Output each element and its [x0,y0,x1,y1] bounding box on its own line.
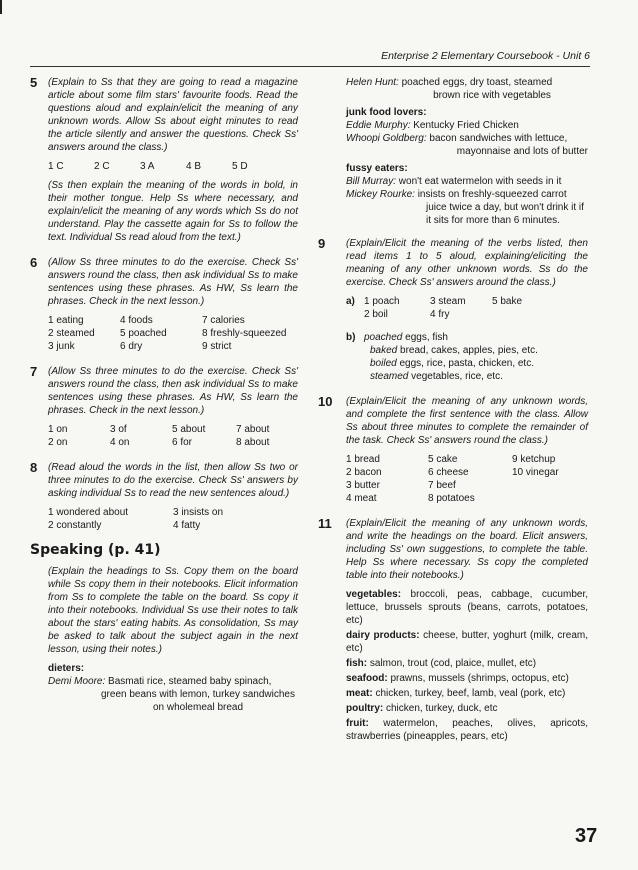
speaking-heading: Speaking (p. 41) [30,542,161,558]
star-food: insists on freshly-squeezed carrot [417,189,567,200]
star-name: Mickey Rourke: [346,189,415,200]
category-heading: dieters: [48,663,85,674]
instructions: (Explain/Elicit the meaning of any unknown words, and complete the first sentence with the class. Allow Ss about three minutes to complete the remainder of the task. Check Ss' answers round the class.) [346,396,588,446]
vocab-row [346,672,588,685]
star-entry [346,132,588,145]
foods: bread, cakes, apples, pies, etc. [397,345,538,356]
answer: 4 fry [430,309,450,320]
answer: 2 C [94,161,110,172]
answer-grid [48,314,298,353]
method-word: baked [370,345,398,356]
exercise-number: 7 [30,364,38,379]
answer: 7 beef [428,480,456,491]
answer-grid [48,423,298,449]
star-food: poached eggs, dry toast, steamed [401,77,553,88]
vocab-row [346,687,588,700]
answer-line [364,370,538,383]
answer [512,492,582,505]
answer-grid [48,160,278,173]
answer-grid [346,453,588,505]
answer-line [364,344,538,357]
header-rule [30,66,590,67]
exercise-number: 6 [30,255,38,270]
category-heading: fussy eaters: [346,163,408,174]
answer: 3 insists on [173,507,224,518]
answer: 2 steamed [48,328,95,339]
answer: 4 foods [120,315,153,326]
vocab-heading: seafood: [346,673,388,684]
vocab-heading: fruit: [346,718,369,729]
part-label: a) [346,296,355,307]
answer: 3 steam [430,296,466,307]
answer [512,479,582,492]
vocab-row [346,657,588,670]
star-food: won't eat watermelon with seeds in it [398,176,562,187]
vocab-heading: vegetables: [346,589,402,600]
answer: 1 on [48,424,68,435]
vocab-heading: meat: [346,688,373,699]
instructions: (Allow Ss three minutes to do the exercise. Check Ss' answers round the class, then ask individual Ss to make sentences using these phrases. As HW, Ss learn the phrases. Check in the next lesson.) [48,366,298,416]
answer: 6 for [172,437,193,448]
right-column [318,76,588,755]
exercise-5 [30,76,298,244]
answer: 4 meat [346,493,377,504]
answer: 7 calories [202,315,245,326]
method-word: boiled [370,358,397,369]
exercise-number: 8 [30,460,38,475]
star-food-continued: juice twice a day, but won't drink it if it sits for more than 6 minutes. [426,202,584,226]
vocab-items: watermelon, peaches, olives, apricots, strawberries (pineapples, pears, etc) [346,718,588,742]
vocab-row [346,702,588,715]
part-a [346,295,588,327]
answer: 6 dry [120,341,143,352]
exercise-number: 9 [318,236,326,251]
answer-line [364,357,538,370]
answer: 5 cake [428,454,458,465]
answer-grid [364,295,552,321]
exercise-9 [318,237,588,383]
vocab-row [346,629,588,655]
star-entry [346,175,588,188]
answer: 8 freshly-squeezed [202,328,287,339]
left-column [30,76,298,714]
answer: 5 about [172,424,206,435]
speaking-section [30,565,298,714]
exercise-8 [30,461,298,532]
answer: 9 strict [202,341,232,352]
answer: 8 potatoes [428,493,475,504]
answer: 2 bacon [346,467,382,478]
answer: 6 cheese [428,467,469,478]
answer: 4 on [110,437,130,448]
vocab-heading: dairy products: [346,630,420,641]
star-name: Eddie Murphy: [346,120,411,131]
star-entry [346,76,588,89]
speaking-table-continued [318,76,588,227]
margin-mark [0,0,2,14]
instructions: (Explain/Elicit the meaning of the verbs listed, then read items 1 to 5 aloud, explaining/eliciting the meaning of any other unknown words. Ss do the exercise. Check Ss' answers around the class.) [346,238,588,288]
answer: 3 A [140,161,155,172]
exercise-10 [318,395,588,505]
foods: eggs, fish [402,332,448,343]
exercise-11 [318,517,588,743]
answer: 1 C [48,161,64,172]
star-entry [48,675,298,688]
star-name: Demi Moore: [48,676,106,687]
vocab-items: chicken, turkey, beef, lamb, veal (pork, etc) [372,688,566,699]
answer: 9 ketchup [512,454,556,465]
star-name: Bill Murray: [346,176,397,187]
page-number: 37 [575,825,598,847]
answer: 3 of [110,424,127,435]
exercise-6 [30,256,298,353]
answer-grid [48,506,298,532]
exercise-number: 11 [318,516,332,531]
answer: 1 wondered about [48,507,129,518]
star-food: Kentucky Fried Chicken [413,120,519,131]
star-food: bacon sandwiches with lettuce, [429,133,568,144]
vocab-items: broccoli, peas, cabbage, cucumber, lettuce, brussels sprouts (beans, carrots, potatoes, etc) [346,589,588,626]
answer: 4 fatty [173,520,201,531]
answer-line [364,331,538,344]
answer: 3 butter [346,480,380,491]
part-b [346,331,588,383]
instructions: (Ss then explain the meaning of the words in bold, in their mother tongue. Help Ss where necessary, and explain/elicit the meaning of any words which Ss do not understand. Play the cassette again for Ss to follow the text. Individual Ss read aloud from the text.) [48,180,298,243]
answer: 4 B [186,161,202,172]
foods: vegetables, rice, etc. [408,371,503,382]
star-food-continued: brown rice with vegetables [433,90,551,101]
star-name: Helen Hunt: [346,77,399,88]
answer: 8 about [236,437,270,448]
vocab-items: salmon, trout (cod, plaice, mullet, etc) [367,658,537,669]
answer: 7 about [236,424,270,435]
part-label: b) [346,332,356,343]
answer: 5 poached [120,328,167,339]
running-header: Enterprise 2 Elementary Coursebook - Unit 6 [381,50,590,62]
instructions: (Explain the headings to Ss. Copy them on the board while Ss copy them in their notebooks. Elicit information from Ss to complete the table on the board. Ss copy it into their notebooks. Individual Ss use their notes to talk about the stars' eating habits. As consolidation, Ss may be asked to talk about the subject again in the next lesson, using their notes.) [48,566,298,655]
instructions: (Explain/Elicit the meaning of any unknown words, and write the headings on the board. Elicit answers, including Ss' own suggestions, to complete the table. Help Ss where necessary. Ss copy the completed table into their notebooks.) [346,518,588,581]
exercise-7 [30,365,298,449]
answer: 2 boil [364,309,388,320]
foods: eggs, rice, pasta, chicken, etc. [396,358,534,369]
answer: 1 bread [346,454,380,465]
method-word: poached [364,332,403,343]
instructions: (Explain to Ss that they are going to read a magazine article about some film stars' favourite foods. Read the questions aloud and explain/elicit the meaning of any unknown words. Allow Ss about eight minutes to read the article silently and answer the questions. Check Ss' answers around the class.) [48,77,298,153]
star-food-continued: green beans with lemon, turkey sandwiches on wholemeal bread [101,689,295,713]
star-name: Whoopi Goldberg: [346,133,427,144]
answer: 1 poach [364,296,400,307]
answer: 2 constantly [48,520,102,531]
answer [492,308,552,321]
vocab-row [346,588,588,627]
instructions: (Allow Ss three minutes to do the exercise. Check Ss' answers round the class, then ask individual Ss to make sentences using these phrases. As HW, Ss learn the phrases. Check in the next lesson.) [48,257,298,307]
answer-lines [364,331,538,383]
star-entry [346,119,588,132]
category-heading: junk food lovers: [346,107,427,118]
vocab-items: prawns, mussels (shrimps, octopus, etc) [387,673,569,684]
answer: 5 bake [492,296,523,307]
answer: 2 on [48,437,68,448]
vocab-row [346,717,588,743]
method-word: steamed [370,371,409,382]
answer: 5 D [232,161,248,172]
exercise-number: 5 [30,75,38,90]
exercise-number: 10 [318,394,333,409]
vocab-items: cheese, butter, yoghurt (milk, cream, etc) [346,630,588,654]
vocab-items: chicken, turkey, duck, etc [383,703,498,714]
answer: 10 vinegar [512,467,559,478]
star-food: Basmati rice, steamed baby spinach, [108,676,272,687]
star-entry [346,188,588,201]
star-food-continued: mayonnaise and lots of butter [456,146,588,157]
vocab-heading: poultry: [346,703,384,714]
answer: 3 junk [48,341,75,352]
answer: 1 eating [48,315,84,326]
instructions: (Read aloud the words in the list, then allow Ss two or three minutes to do the exercise. Check Ss' answers by asking individual Ss to read the new sentences aloud.) [48,462,298,499]
vocab-heading: fish: [346,658,368,669]
